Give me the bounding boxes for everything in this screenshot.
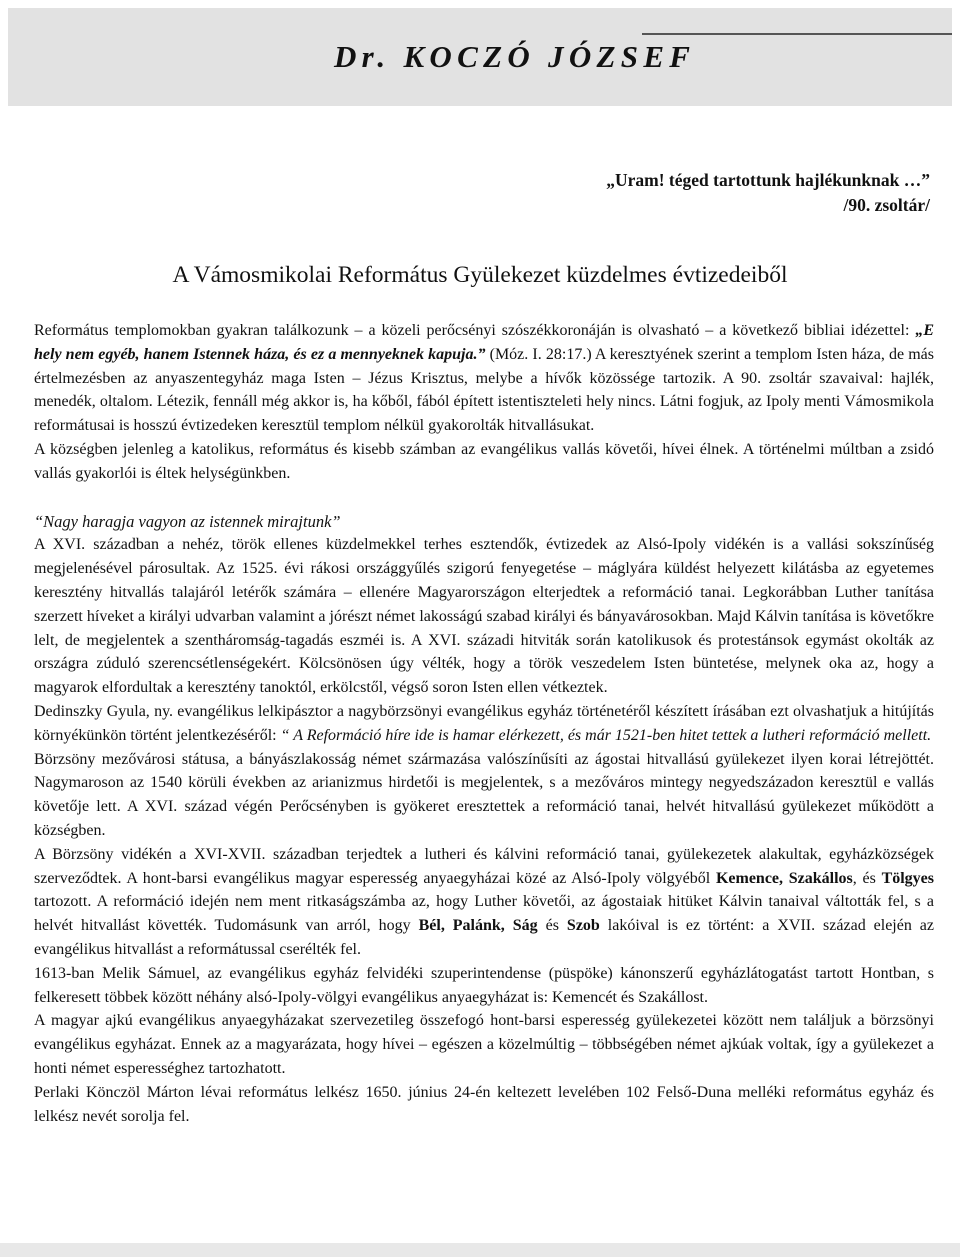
motto-line-1: „Uram! téged tartottunk hajlékunknak …” <box>606 170 930 190</box>
reformation-text-e: és <box>537 917 567 935</box>
place-bel: Bél, Palánk, Ság <box>418 917 538 935</box>
reformation-text-d: tartozott. A reformáció idején nem ment ritkaságszámba az, hogy Luther követői, az ágostaiak hitüket Kálvin tanaival váltották fel, s a helvét hitvallást követték. Tudomásunk van arról, hogy <box>34 893 934 935</box>
history-text: században a nehéz, török ellenes küzdelmekkel terhes esztendők, évtizedek az Alsó-Ipoly vidékén is a vallási sokszínűség megjelenésével párosultak. Az 1525. évi rákosi országgyűlés szigorú fenyegetése – máglyára küldést helyezett kilátásba az egyetemes keresztény hitvallás talajáról letérők számára – ellenére Magyarországon elterjedtek a reformáció tanai. Legkorábban Luther tanítása szerzett híveket a királyi udvarban valamint a jórészt német lakosságú szabad királyi és bányavárosokban. Majd Kálvin tanítása is követőkre lelt, de megjelentek a szentháromság-tagadás eszméi is. A XVI. századi hitviták során katolikusok és protestánsok egymást okolták az országra zúduló szerencsétlenségekért. Kölcsönösen úgy vélték, hogy a török veszedelem Isten büntetése, melynek oka az, hogy a magyarok elfordultak a keresztény tanoktól, erkölcstől, végső soron Isten ellen vétkeztek. <box>34 536 935 697</box>
intro-paragraph <box>34 319 934 438</box>
reformation-text-f: lakóival is ez történt: a XVII. század elején az evangélikus hitvallást a reformátussal cserélték fel. <box>34 917 935 958</box>
motto <box>480 168 930 218</box>
perlaki-paragraph: Perlaki Könczöl Márton lévai református lelkész 1650. június 24-én keltezett levelében 102 Felső-Duna melléki református egyház és lelkész nevét sorolja fel. <box>34 1083 934 1125</box>
intro-post: (Móz. I. 28:17.) A keresztyének szerint a templom Isten háza, de más értelmezésben az anyaszentegyház maga Isten – Jézus Krisztus, melybe a hívők közössége tartozik. A 90. zsoltár szavaival: hajlék, menedék, oltalom. Létezik, fennáll még akkor is, ha kőből, fából épített istentiszteleti hely nincs. Látni fogjuk, az Ipoly menti Vámosmikola reformátusai is hosszú évtizedeken keresztül templom nélkül gyakorolták hitvallásukat. <box>34 345 935 435</box>
reformation-text-c: , és <box>852 869 882 887</box>
place-szob: Szob <box>566 917 600 935</box>
community-paragraph: A községben jelenleg a katolikus, református és kisebb számban az evangélikus vallás követői, hívei élnek. A történelmi múltban a zsidó vallás gyakorlói is éltek helységünkben. <box>34 440 934 482</box>
intro-pre: Református templomokban gyakran találkozunk – a közeli perőcsényi szószékkoronáján is olvasható – a következő bibliai idézettel: <box>34 322 916 339</box>
motto-line-2: /90. zsoltár/ <box>843 195 930 215</box>
article-heading: A Vámosmikolai Református Gyülekezet küzdelmes évtizedeiből <box>172 262 788 288</box>
article-body <box>34 319 934 1128</box>
reformation-paragraph <box>34 843 934 962</box>
dedinszky-quote: “ A Reformáció híre ide is hamar elérkezett, és már 1521-ben hitet tettek a lutheri reformáció mellett. <box>280 726 932 744</box>
reformation-text-a: A Börzsöny vidékén a XVI-XVII. században terjedtek a lutheri és kálvini reformáció tanai, gyülekezetek alakultak, egyházközségek szerveződtek. A hont-barsi evangélikus magyar esperesség anyaegyházai közé az Alsó-Ipoly völgyéből <box>34 845 934 887</box>
melik-paragraph: 1613-ban Melik Sámuel, az evangélikus egyház felvidéki szuperintendense (püspöke) kánonszerű egyházlátogatást tartott Hontban, s felkeresett többek között néhány alsó-Ipoly-völgyi evangélikus anyaegyházat is: Kemencét és Szakállost. <box>34 964 934 1006</box>
borzsony-paragraph: Börzsöny mezővárosi státusa, a bányászlakosság német származása valószínűsíti az ágostai hitvallású gyülekezet ilyen korai létrejöttét. Nagymaroson az 1540 körüli években az arianizmus hirdetői is megjelentek, s a mezőváros mintegy negyedszázadon keresztül e vallás követője lett. A XVI. század végén Perőcsényben is gyökeret eresztettek a reformáció tanai, helvét hitvallású gyülekezet működött a községben. <box>34 750 934 839</box>
bible-quote: „E hely nem egyéb, hanem Istennek háza, és ez a mennyeknek kapuja.” <box>34 322 934 363</box>
header-bar <box>8 8 952 106</box>
author-title: Dr. KOCZÓ JÓZSEF <box>334 39 696 74</box>
dedinszky-pre: Dedinszky Gyula, ny. evangélikus lelkipásztor a nagybörzsönyi evangélikus egyház történetéről készített írásában ezt olvashatjuk a hitújítás környékünkön történt jelentkezéséről: <box>34 702 934 744</box>
esperesseg-paragraph: A magyar ajkú evangélikus anyaegyházakat szervezetileg összefogó hont-barsi esperesség gyülekezetei között nem találjuk a börzsönyi evangélikus egyházat. Ennek az a magyarázata, hogy hívei – egészen a közelmúltig – többségében német ajkúak voltak, így a gyülekezet a honti német esperességhez tartozhatott. <box>34 1012 934 1077</box>
section-title: “Nagy haragja vagyon az istennek mirajtunk” <box>34 511 341 531</box>
header-rule <box>642 33 952 35</box>
place-tolgyes: Tölgyes <box>881 869 935 887</box>
section-gap <box>34 486 934 510</box>
section-subtitle: A XVI. <box>34 536 86 554</box>
history-paragraph <box>34 533 934 700</box>
place-kemence: Kemence, Szakállos <box>715 869 853 887</box>
dedinszky-paragraph <box>34 700 934 748</box>
footer-bar <box>0 1243 960 1257</box>
